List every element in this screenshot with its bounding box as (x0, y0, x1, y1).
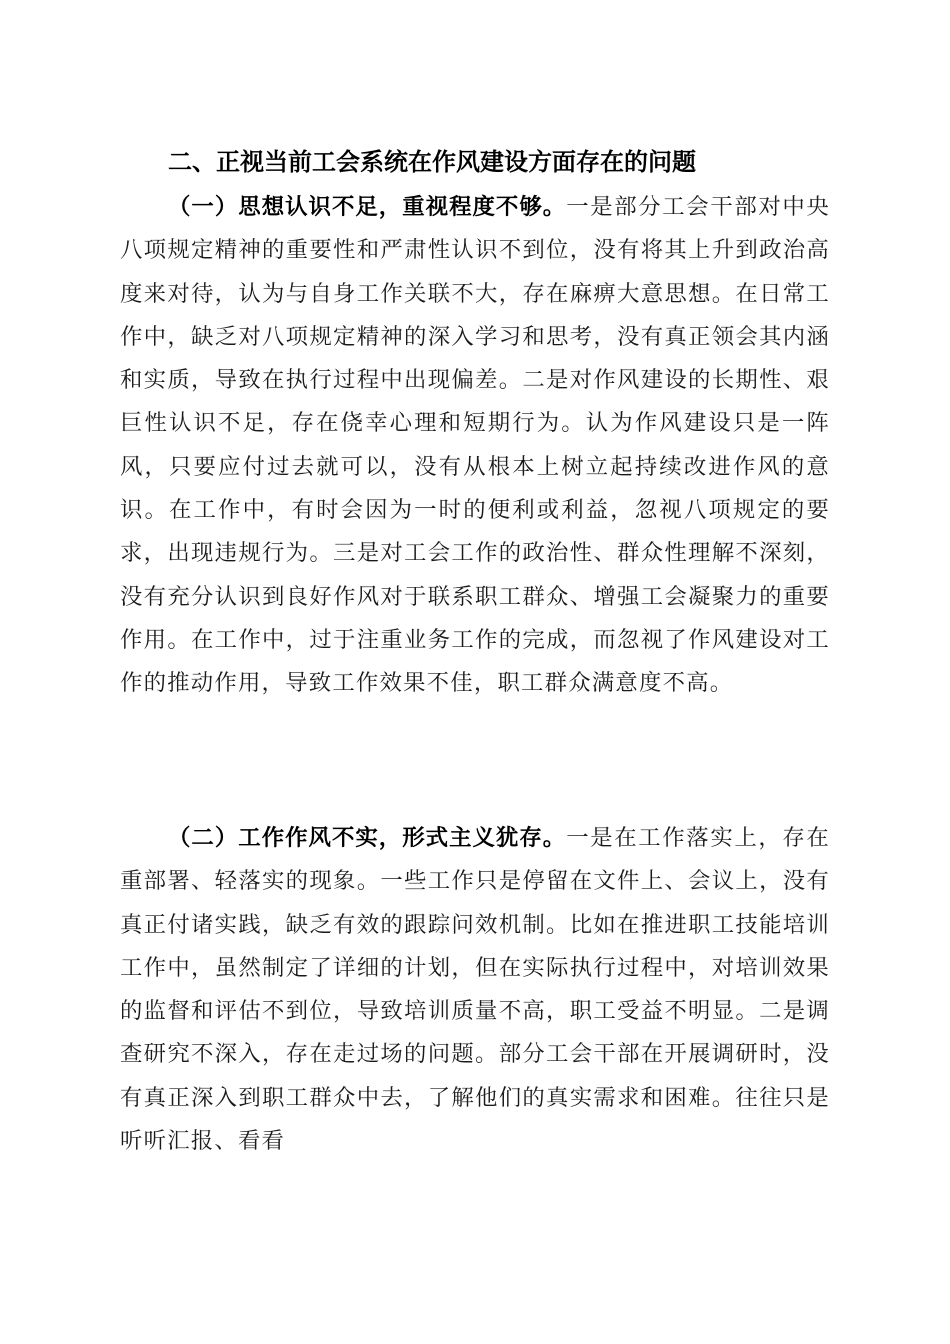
paragraph-2 (120, 817, 830, 1163)
paragraph-1 (120, 186, 830, 706)
paragraph-1-text: 一是部分工会干部对中央八项规定精神的重要性和严肃性认识不到位，没有将其上升到政治高度来对待，认为与自身工作关联不大，存在麻痹大意思想。在日常工作中，缺乏对八项规定精神的深入学习和思考，没有真正领会其内涵和实质，导致在执行过程中出现偏差。二是对作风建设的长期性、艰巨性认识不足，存在侥幸心理和短期行为。认为作风建设只是一阵风，只要应付过去就可以，没有从根本上树立起持续改进作风的意识。在工作中，有时会因为一时的便利或利益，忽视八项规定的要求，出现违规行为。三是对工会工作的政治性、群众性理解不深刻，没有充分认识到良好作风对于联系职工群众、增强工会凝聚力的重要作用。在工作中，过于注重业务工作的完成，而忽视了作风建设对工作的推动作用，导致工作效果不佳，职工群众满意度不高。 (120, 194, 831, 697)
paragraph-1-lead: （一）思想认识不足，重视程度不够。 (168, 194, 567, 220)
paragraph-2-lead: （二）工作作风不实，形式主义犹存。 (168, 825, 567, 851)
paragraph-2-text: 一是在工作落实上，存在重部署、轻落实的现象。一些工作只是停留在文件上、会议上，没有真正付诸实践，缺乏有效的跟踪问效机制。比如在推进职工技能培训工作中，虽然制定了详细的计划，但在实际执行过程中，对培训效果的监督和评估不到位，导致培训质量不高，职工受益不明显。二是调查研究不深入，存在走过场的问题。部分工会干部在开展调研时，没有真正深入到职工群众中去，了解他们的真实需求和困难。往往只是听听汇报、看看 (120, 825, 831, 1155)
section-heading: 二、正视当前工会系统在作风建设方面存在的问题 (168, 148, 696, 176)
